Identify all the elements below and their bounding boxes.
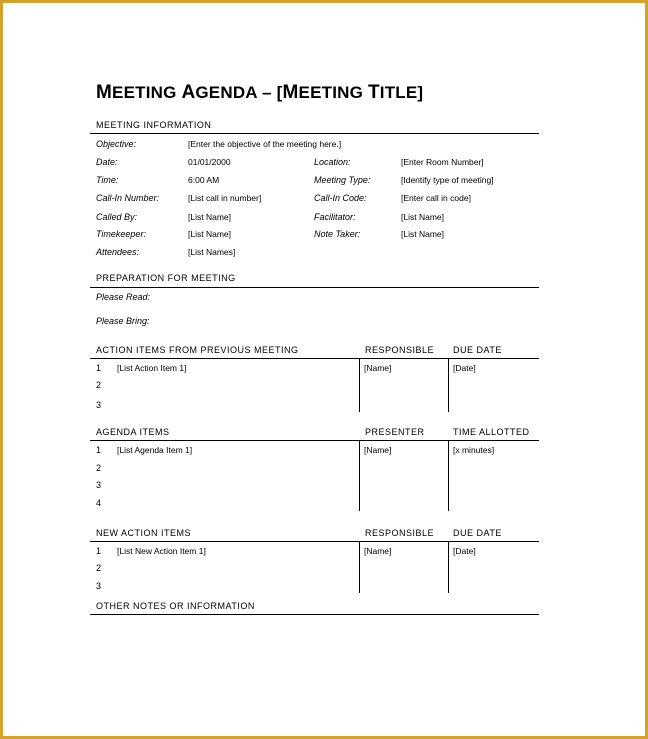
timekeeper-label: Timekeeper: (96, 229, 146, 239)
other-notes-heading: OTHER NOTES OR INFORMATION (96, 601, 255, 611)
column-divider (359, 542, 360, 593)
row-number: 2 (96, 463, 102, 473)
agenda-time-allotted-header: TIME ALLOTTED (453, 427, 530, 437)
agenda-presenter-header: PRESENTER (365, 427, 425, 437)
row-number: 3 (96, 480, 102, 490)
objective-value[interactable]: [Enter the objective of the meeting here.] (188, 139, 342, 149)
time-allotted-cell[interactable]: [x minutes] (453, 445, 495, 455)
column-divider (448, 359, 449, 412)
time-label: Time: (96, 175, 119, 185)
prev-actions-heading: ACTION ITEMS FROM PREVIOUS MEETING (96, 345, 299, 355)
meeting-info-heading: MEETING INFORMATION (96, 120, 212, 130)
please-read-label: Please Read: (96, 292, 151, 302)
row-number: 3 (96, 581, 102, 591)
action-item-cell[interactable]: [List Action Item 1] (117, 363, 187, 373)
divider (90, 287, 539, 288)
column-divider (359, 441, 360, 511)
row-number: 1 (96, 363, 102, 373)
row-number: 1 (96, 445, 102, 455)
row-number: 2 (96, 563, 102, 573)
divider (90, 133, 539, 134)
location-value[interactable]: [Enter Room Number] (401, 157, 484, 167)
due-date-cell[interactable]: [Date] (453, 546, 476, 556)
page-title: MEETING AGENDA – [MEETING TITLE] (96, 82, 424, 103)
column-divider (448, 441, 449, 511)
date-value[interactable]: 01/01/2000 (188, 157, 231, 167)
agenda-item-cell[interactable]: [List Agenda Item 1] (117, 445, 193, 455)
divider (90, 614, 539, 615)
called-by-value[interactable]: [List Name] (188, 212, 231, 222)
row-number: 4 (96, 498, 102, 508)
row-number: 3 (96, 400, 102, 410)
column-divider (448, 542, 449, 593)
callin-number-label: Call-In Number: (96, 193, 160, 203)
new-action-item-cell[interactable]: [List New Action Item 1] (117, 546, 206, 556)
callin-code-label: Call-In Code: (314, 193, 367, 203)
attendees-label: Attendees: (96, 247, 140, 257)
new-actions-heading: NEW ACTION ITEMS (96, 528, 192, 538)
meeting-type-value[interactable]: [Identify type of meeting] (401, 175, 494, 185)
time-value[interactable]: 6:00 AM (188, 175, 220, 185)
callin-code-value[interactable]: [Enter call in code] (401, 193, 471, 203)
date-label: Date: (96, 157, 118, 167)
meeting-type-label: Meeting Type: (314, 175, 371, 185)
attendees-value[interactable]: [List Names] (188, 247, 236, 257)
prev-actions-due-date-header: DUE DATE (453, 345, 502, 355)
note-taker-label: Note Taker: (314, 229, 361, 239)
called-by-label: Called By: (96, 212, 138, 222)
facilitator-label: Facilitator: (314, 212, 356, 222)
column-divider (359, 359, 360, 412)
preparation-heading: PREPARATION FOR MEETING (96, 273, 236, 283)
prev-actions-responsible-header: RESPONSIBLE (365, 345, 435, 355)
agenda-heading: AGENDA ITEMS (96, 427, 170, 437)
callin-number-value[interactable]: [List call in number] (188, 193, 262, 203)
objective-label: Objective: (96, 139, 137, 149)
new-actions-due-date-header: DUE DATE (453, 528, 502, 538)
divider (90, 440, 539, 441)
new-actions-responsible-header: RESPONSIBLE (365, 528, 435, 538)
due-date-cell[interactable]: [Date] (453, 363, 476, 373)
row-number: 1 (96, 546, 102, 556)
timekeeper-value[interactable]: [List Name] (188, 229, 231, 239)
responsible-cell[interactable]: [Name] (364, 546, 392, 556)
facilitator-value[interactable]: [List Name] (401, 212, 444, 222)
presenter-cell[interactable]: [Name] (364, 445, 392, 455)
divider (90, 541, 539, 542)
please-bring-label: Please Bring: (96, 316, 150, 326)
location-label: Location: (314, 157, 351, 167)
row-number: 2 (96, 380, 102, 390)
divider (90, 358, 539, 359)
note-taker-value[interactable]: [List Name] (401, 229, 444, 239)
responsible-cell[interactable]: [Name] (364, 363, 392, 373)
